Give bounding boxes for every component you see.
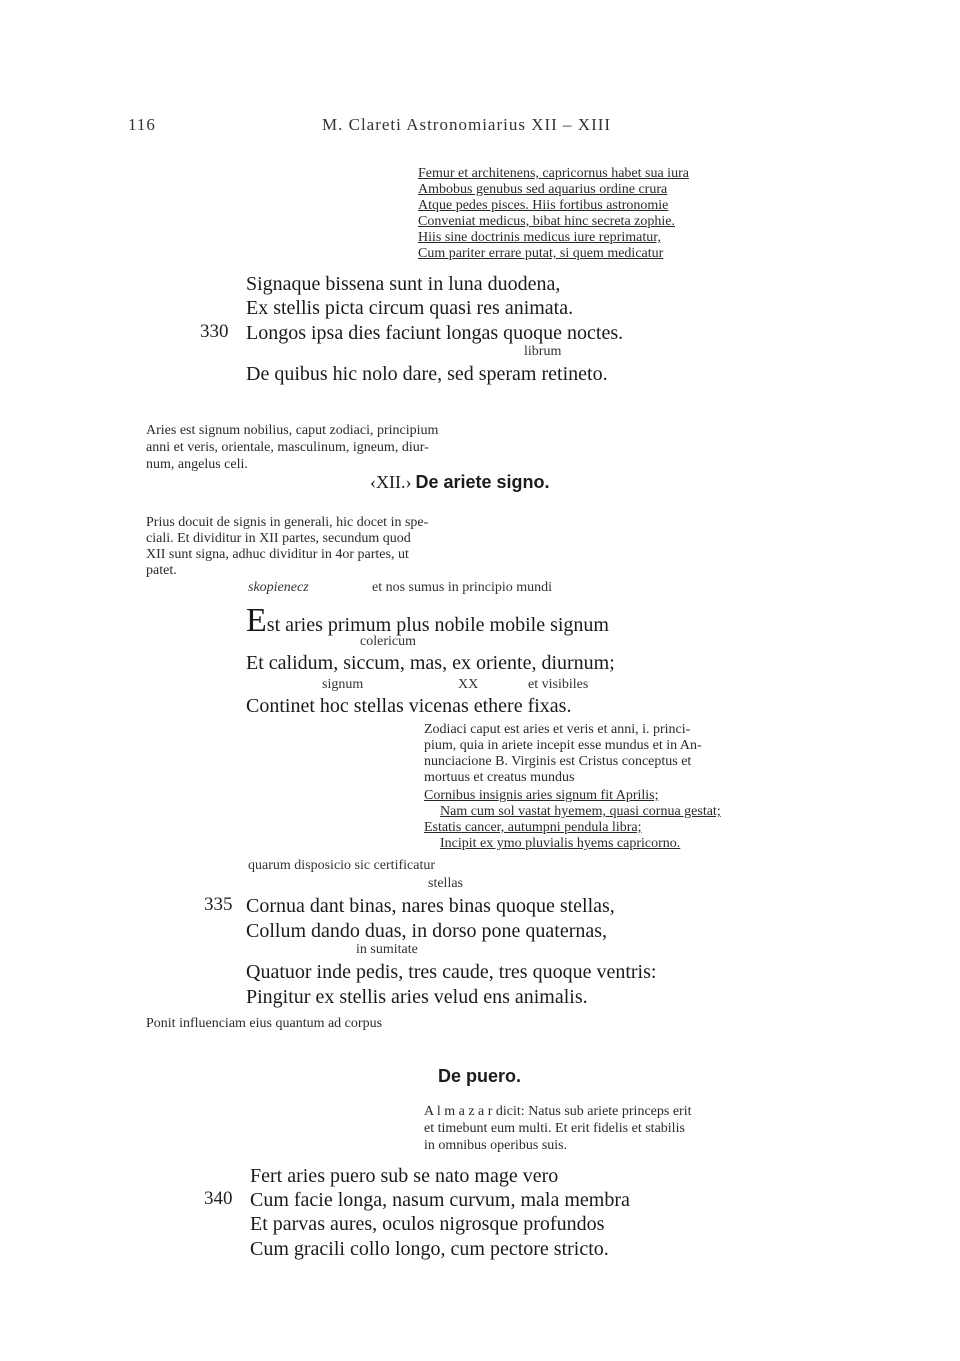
note-line: XII sunt signa, adhuc dividitur in 4or partes, ut	[146, 547, 409, 562]
gloss-line: pium, quia in ariete incepit esse mundus et in An-	[424, 738, 702, 753]
note-line: patet.	[146, 563, 177, 578]
section-numeral: ‹XII.›	[370, 472, 412, 492]
interlinear-gloss: XX	[458, 677, 479, 692]
gloss-line: in omnibus operibus suis.	[424, 1138, 568, 1153]
verse-line: Et parvas aures, oculos nigrosque profundos	[250, 1213, 605, 1235]
page-number: 116	[128, 115, 156, 134]
gloss-verse: Nam cum sol vastat hyemem, quasi cornua gestat;	[440, 804, 721, 819]
interlinear-gloss: stellas	[428, 876, 463, 891]
gloss-line: Atque pedes pisces. Hiis fortibus astronomie	[418, 198, 669, 213]
verse-line: Et calidum, siccum, mas, ex oriente, diurnum;	[246, 652, 615, 674]
interlinear-gloss: signum	[322, 677, 364, 692]
verse-line: Cum facie longa, nasum curvum, mala membra	[250, 1189, 630, 1211]
interlinear-gloss: in sumitate	[356, 942, 418, 957]
gloss-line: Cum pariter errare putat, si quem medicatur	[418, 246, 664, 261]
line-number: 335	[204, 894, 233, 915]
verse-line: De quibus hic nolo dare, sed speram retineto.	[246, 363, 608, 385]
gloss-verse: Cornibus insignis aries signum fit Aprilis;	[424, 788, 659, 803]
verse-line: Cum gracili collo longo, cum pectore stricto.	[250, 1238, 609, 1260]
gloss-verse: Estatis cancer, autumpni pendula libra;	[424, 820, 642, 835]
verse-line: Collum dando duas, in dorso pone quaternas,	[246, 920, 608, 942]
verse-line: Fert aries puero sub se nato mage vero	[250, 1165, 559, 1187]
verse-text: st aries primum plus nobile mobile signum	[266, 614, 609, 636]
interlinear-gloss: et nos sumus in principio mundi	[372, 580, 553, 595]
note-line: Prius docuit de signis in generali, hic docet in spe-	[146, 515, 429, 530]
note-line: num, angelus celi.	[146, 457, 248, 472]
line-number: 340	[204, 1188, 233, 1209]
verse-line: Longos ipsa dies faciunt longas quoque noctes.	[246, 322, 624, 344]
verse-line: Continet hoc stellas vicenas ethere fixas.	[246, 695, 572, 717]
verse-line: Quatuor inde pedis, tres caude, tres quoque ventris:	[246, 961, 657, 983]
gloss-verse: Incipit ex ymo pluvialis hyems capricorno.	[440, 836, 681, 851]
section-title: De puero.	[438, 1066, 522, 1086]
running-title: M. Clareti Astronomiarius XII – XIII	[322, 115, 612, 134]
interlinear-gloss: skopienecz	[248, 580, 309, 595]
verse-line: Cornua dant binas, nares binas quoque stellas,	[246, 895, 615, 917]
verse-line	[246, 602, 609, 639]
gloss-line: A l m a z a r dicit: Natus sub ariete princeps erit	[424, 1104, 692, 1119]
section-title: De ariete signo.	[415, 472, 550, 492]
gloss-line: Conveniat medicus, bibat hinc secreta zophie.	[418, 214, 675, 229]
gloss-line: et timebunt eum multi. Et erit fidelis et stabilis	[424, 1121, 685, 1136]
line-number: 330	[200, 321, 229, 342]
interlinear-gloss: quarum disposicio sic certificatur	[248, 858, 435, 873]
interlinear-gloss: et visibiles	[528, 677, 589, 692]
note-line: Aries est signum nobilius, caput zodiaci, principium	[146, 423, 439, 438]
verse-line: Ex stellis picta circum quasi res animata.	[246, 297, 574, 319]
interlinear-gloss: librum	[524, 344, 562, 359]
note-line: anni et veris, orientale, masculinum, igneum, diur-	[146, 440, 429, 455]
verse-line: Signaque bissena sunt in luna duodena,	[246, 273, 561, 295]
initial-capital: E	[246, 602, 267, 639]
gloss-line: Hiis sine doctrinis medicus iure reprimatur,	[418, 230, 661, 245]
gloss-line: mortuus et creatus mundus	[424, 770, 575, 785]
note-line: ciali. Et dividitur in XII partes, secundum quod	[146, 531, 411, 546]
gloss-line: nunciacione B. Virginis est Cristus conceptus et	[424, 754, 692, 769]
gloss-line: Zodiaci caput est aries et veris et anni, i. princi-	[424, 722, 691, 737]
note-line: Ponit influenciam eius quantum ad corpus	[146, 1016, 383, 1031]
gloss-line: Ambobus genubus sed aquarius ordine crura	[418, 182, 668, 197]
verse-line: Pingitur ex stellis aries velud ens animalis.	[246, 986, 588, 1008]
section-heading	[370, 472, 550, 493]
interlinear-gloss: colericum	[360, 634, 416, 649]
gloss-line: Femur et architenens, capricornus habet sua iura	[418, 166, 689, 181]
